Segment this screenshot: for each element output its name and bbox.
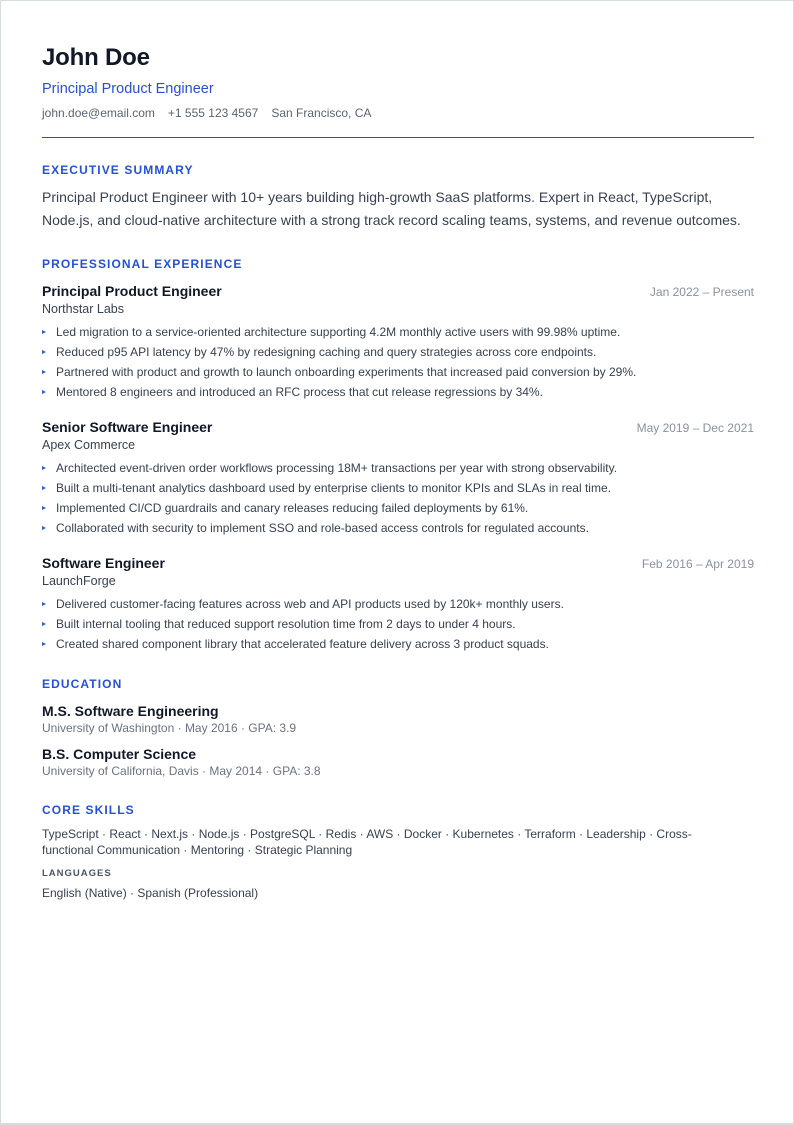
resume-header: [42, 43, 752, 138]
section-title-experience: PROFESSIONAL EXPERIENCE: [42, 257, 243, 271]
job-header: [42, 418, 754, 437]
skills-section: [42, 802, 752, 901]
bullet-text: Implemented CI/CD guardrails and canary releases reducing failed deployments by 61%.: [56, 501, 529, 515]
bullet-text: Architected event-driven order workflows processing 18M+ transactions per year with strong observability.: [56, 461, 618, 475]
candidate-name: John Doe: [42, 44, 150, 71]
degree-meta: University of Washington · May 2016 · GPA: 3.9: [42, 721, 297, 735]
job-dates: Jan 2022 – Present: [649, 285, 754, 299]
degree-title: B.S. Computer Science: [42, 746, 197, 762]
job-dates: May 2019 – Dec 2021: [636, 421, 754, 435]
triangle-bullet-icon: [42, 622, 46, 626]
job-header: [42, 554, 754, 573]
triangle-bullet-icon: [42, 642, 46, 646]
header-divider: [42, 137, 754, 138]
triangle-bullet-icon: [42, 602, 46, 606]
bullet-text: Created shared component library that accelerated feature delivery across 3 product squads.: [56, 637, 549, 651]
job-title: Software Engineer: [42, 555, 165, 571]
bullet-text: Built a multi-tenant analytics dashboard used by enterprise clients to monitor KPIs and SLAs in real time.: [56, 481, 611, 495]
job-dates: Feb 2016 – Apr 2019: [641, 557, 754, 571]
job-company: Apex Commerce: [42, 438, 136, 452]
bullet-text: Collaborated with security to implement SSO and role-based access controls for regulated accounts.: [56, 521, 589, 535]
bullet-text: Built internal tooling that reduced support resolution time from 2 days to under 4 hours.: [56, 617, 516, 631]
job-header: [42, 282, 754, 301]
experience-section: [42, 256, 752, 654]
job-bullets: [42, 322, 752, 402]
job-entry: [42, 418, 752, 538]
job-bullet: [42, 518, 752, 538]
bullet-text: Delivered customer-facing features across web and API products used by 120k+ monthly users.: [56, 597, 564, 611]
summary-section: [42, 162, 752, 232]
education-entry: [42, 702, 752, 737]
job-entry: [42, 282, 752, 402]
languages-label: LANGUAGES: [42, 868, 112, 879]
job-company: Northstar Labs: [42, 302, 124, 316]
job-company: LaunchForge: [42, 574, 116, 588]
job-entry: [42, 554, 752, 654]
job-title: Principal Product Engineer: [42, 283, 222, 299]
job-bullet: [42, 342, 752, 362]
bullet-text: Led migration to a service-oriented architecture supporting 4.2M monthly active users with 99.98% uptime.: [56, 325, 621, 339]
triangle-bullet-icon: [42, 330, 46, 334]
job-title: Senior Software Engineer: [42, 419, 213, 435]
triangle-bullet-icon: [42, 350, 46, 354]
triangle-bullet-icon: [42, 390, 46, 394]
triangle-bullet-icon: [42, 486, 46, 490]
job-bullets: [42, 594, 752, 654]
summary-text: Principal Product Engineer with 10+ years building high-growth SaaS platforms. Expert in React, TypeScript, Node.js, and cloud-native architecture with a strong track record scaling teams, systems, and revenue outcomes.: [42, 189, 741, 228]
job-bullet: [42, 498, 752, 518]
section-title-skills: CORE SKILLS: [42, 803, 135, 817]
contact-phone: +1 555 123 4567: [167, 106, 259, 120]
candidate-headline: Principal Product Engineer: [42, 81, 214, 97]
triangle-bullet-icon: [42, 526, 46, 530]
bullet-text: Partnered with product and growth to launch onboarding experiments that increased paid conversion by 29%.: [56, 365, 637, 379]
job-bullet: [42, 634, 752, 654]
skills-list: TypeScript · React · Next.js · Node.js · PostgreSQL · Redis · AWS · Docker · Kubernetes · Terraform · Leadership · Cross-functional Communication · Mentoring · Strategic Planning: [42, 827, 692, 857]
job-bullets: [42, 458, 752, 538]
triangle-bullet-icon: [42, 506, 46, 510]
triangle-bullet-icon: [42, 466, 46, 470]
job-bullet: [42, 614, 752, 634]
section-title-summary: EXECUTIVE SUMMARY: [42, 163, 194, 177]
degree-title: M.S. Software Engineering: [42, 703, 219, 719]
bullet-text: Mentored 8 engineers and introduced an RFC process that cut release regressions by 34%.: [56, 385, 543, 399]
job-bullet: [42, 362, 752, 382]
degree-meta: University of California, Davis · May 2014 · GPA: 3.8: [42, 764, 321, 778]
bullet-text: Reduced p95 API latency by 47% by redesigning caching and query strategies across core endpoints.: [56, 345, 597, 359]
triangle-bullet-icon: [42, 370, 46, 374]
job-bullet: [42, 478, 752, 498]
job-bullet: [42, 322, 752, 342]
job-bullet: [42, 594, 752, 614]
education-entry: [42, 745, 752, 780]
job-bullet: [42, 458, 752, 478]
section-title-education: EDUCATION: [42, 677, 123, 691]
languages-list: English (Native) · Spanish (Professional): [42, 886, 259, 900]
contact-info: [42, 105, 752, 121]
contact-location: San Francisco, CA: [271, 106, 372, 120]
job-bullet: [42, 382, 752, 402]
contact-email: john.doe@email.com: [42, 106, 155, 120]
education-section: [42, 676, 752, 780]
